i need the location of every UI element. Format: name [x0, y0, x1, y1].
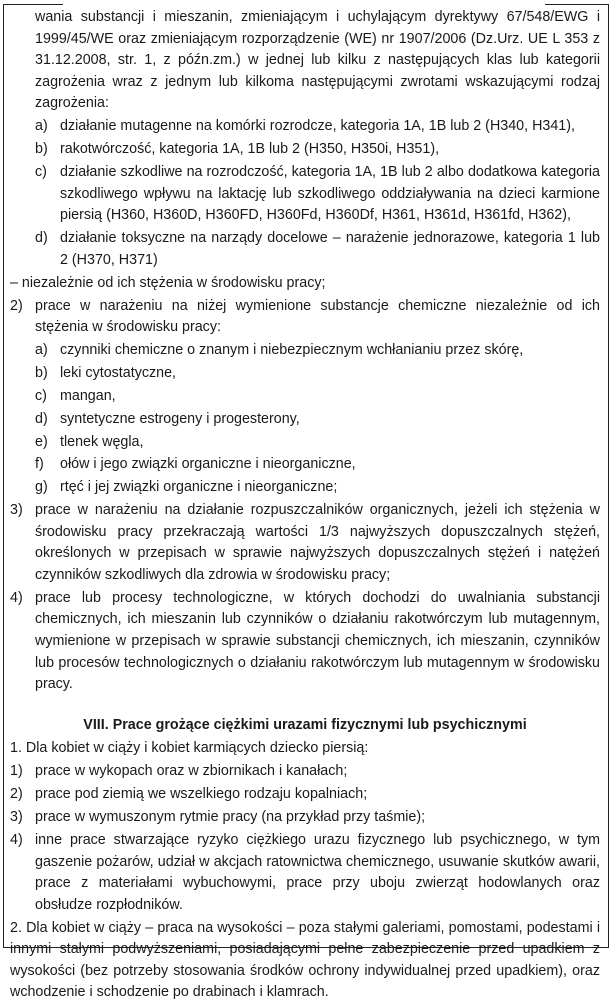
list-marker: a)	[35, 341, 48, 358]
list-marker: 2)	[10, 297, 23, 314]
list-text: syntetyczne estrogeny i progesterony,	[60, 410, 300, 427]
list-item	[35, 162, 600, 227]
hazard-list	[10, 116, 600, 271]
list-marker: d)	[35, 230, 48, 247]
list-item	[35, 340, 600, 362]
frame-top-left-segment	[3, 4, 63, 5]
list-marker: 3)	[10, 502, 23, 519]
list-marker: b)	[35, 364, 48, 381]
list-text: inne prace stwarzające ryzyko ciężkiego urazu fizycznego lub psychicznego, w tym gaszenie pożarów, udział w akcjach ratownictwa chemicznego, usuwanie skutków awarii, prace z materiałami wybuchowymi, prace przy uboju zwierząt hodowlanych oraz obsłudze rozpłodników.	[35, 832, 600, 913]
intro-paragraph: wania substancji i mieszanin, zmieniającym i uchylającym dyrektywy 67/548/EWG i 1999/45/WE oraz zmieniającym rozporządzenie (WE) nr 1907/2006 (Dz.Urz. UE L 353 z 31.12.2008, str. 1, z późn.zm.) w jednej lub kilku z następujących klas lub kategorii zagrożenia wraz z jednym lub kilkoma następującymi zwrotami wskazującymi rodzaj zagrożenia:	[35, 9, 600, 112]
list-text: działanie mutagenne na komórki rozrodcze, kategoria 1A, 1B lub 2 (H340, H341),	[60, 118, 575, 135]
numbered-item-3	[10, 500, 600, 586]
list-text: czynniki chemiczne o znanym i niebezpiecznym wchłanianiu przez skórę,	[60, 341, 524, 358]
list-item	[35, 409, 600, 431]
list-text: prace w wymuszonym rytmie pracy (na przykład przy taśmie);	[35, 809, 426, 826]
numbered-item-2	[10, 296, 600, 339]
list-marker: e)	[35, 433, 48, 450]
section-heading: VIII. Prace grożące ciężkimi urazami fizycznymi lub psychicznymi	[83, 716, 527, 733]
list-text: ołów i jego związki organiczne i nieorganiczne,	[60, 456, 356, 473]
list-text: prace w wykopach oraz w zbiornikach i kanałach;	[35, 763, 348, 780]
list-item	[35, 363, 600, 385]
list-marker: 4)	[10, 589, 23, 606]
list-text: leki cytostatyczne,	[60, 364, 177, 381]
list-marker: d)	[35, 410, 48, 427]
list-item	[10, 761, 600, 783]
list-text: prace w narażeniu na niżej wymienione substancje chemiczne niezależnie od ich stężenia w środowisku pracy:	[35, 297, 600, 336]
list-item	[35, 386, 600, 408]
list-marker: c)	[35, 387, 47, 404]
list-item	[10, 830, 600, 916]
list-text: tlenek węgla,	[60, 433, 144, 450]
regardless-note: – niezależnie od ich stężenia w środowisku pracy;	[10, 274, 326, 291]
section-paragraph-1: 1. Dla kobiet w ciąży i kobiet karmiących dziecko piersią:	[10, 740, 369, 757]
list-item	[10, 784, 600, 806]
list-text: prace pod ziemią we wszelkiego rodzaju kopalniach;	[35, 786, 368, 803]
list-item	[35, 228, 600, 271]
list-item	[10, 807, 600, 829]
list-text: prace w narażeniu na działanie rozpuszczalników organicznych, jeżeli ich stężenia w środowisku pracy przekraczają wartości 1/3 najwyższych dopuszczalnych stężeń, określonych w przepisach w sprawie najwyższych dopuszczalnych stężeń i natężeń czynników szkodliwych dla zdrowia w środowisku pracy;	[35, 502, 600, 583]
numbered-item-4	[10, 588, 600, 696]
list-item	[35, 454, 600, 476]
list-marker: 4)	[10, 832, 23, 849]
substances-list	[10, 340, 600, 499]
list-text: działanie szkodliwe na rozrodczość, kategoria 1A, 1B lub 2 albo dodatkowa kategoria szkodliwego wpływu na laktację lub szkodliwego oddziaływania na dzieci karmione piersią (H360, H360D, H360FD, H360Fd, H360Df, H361, H361d, H361fd, H362),	[60, 164, 600, 224]
list-item	[35, 432, 600, 454]
list-item	[35, 477, 600, 499]
list-text: rakotwórczość, kategoria 1A, 1B lub 2 (H350, H350i, H351),	[60, 141, 440, 158]
list-text: rtęć i jej związki organiczne i nieorganiczne;	[60, 479, 338, 496]
list-marker: g)	[35, 479, 48, 496]
list-marker: 2)	[10, 786, 23, 803]
frame-top-right-segment	[545, 4, 609, 5]
list-marker: a)	[35, 118, 48, 135]
list-marker: f)	[35, 456, 44, 473]
list-item	[35, 116, 600, 138]
list-marker: 1)	[10, 763, 23, 780]
document-body	[10, 7, 600, 1005]
list-marker: b)	[35, 141, 48, 158]
list-text: mangan,	[60, 387, 116, 404]
section-paragraph-2: 2. Dla kobiet w ciąży – praca na wysokości – poza stałymi galeriami, pomostami, podestami i innymi stałymi podwyższeniami, posiadającymi pełne zabezpieczenie przed upadkiem z wysokości (bez potrzeby stosowania środków ochrony indywidualnej przed upadkiem), oraz wchodzenie i schodzenie po drabinach i klamrach.	[10, 919, 600, 1001]
list-marker: c)	[35, 164, 47, 181]
list-text: działanie toksyczne na narządy docelowe – narażenie jednorazowe, kategoria 1 lub 2 (H370, H371)	[60, 230, 600, 268]
list-item	[35, 139, 600, 161]
list-text: prace lub procesy technologiczne, w których dochodzi do uwalniania substancji chemicznych, ich mieszanin lub czynników o działaniu rakotwórczym lub mutagennym, wymienione w przepisach w sprawie substancji chemicznych, ich mieszanin, czynników lub procesów technologicznych o działaniu rakotwórczym lub mutagennym w środowisku pracy.	[35, 589, 600, 693]
list-marker: 3)	[10, 809, 23, 826]
